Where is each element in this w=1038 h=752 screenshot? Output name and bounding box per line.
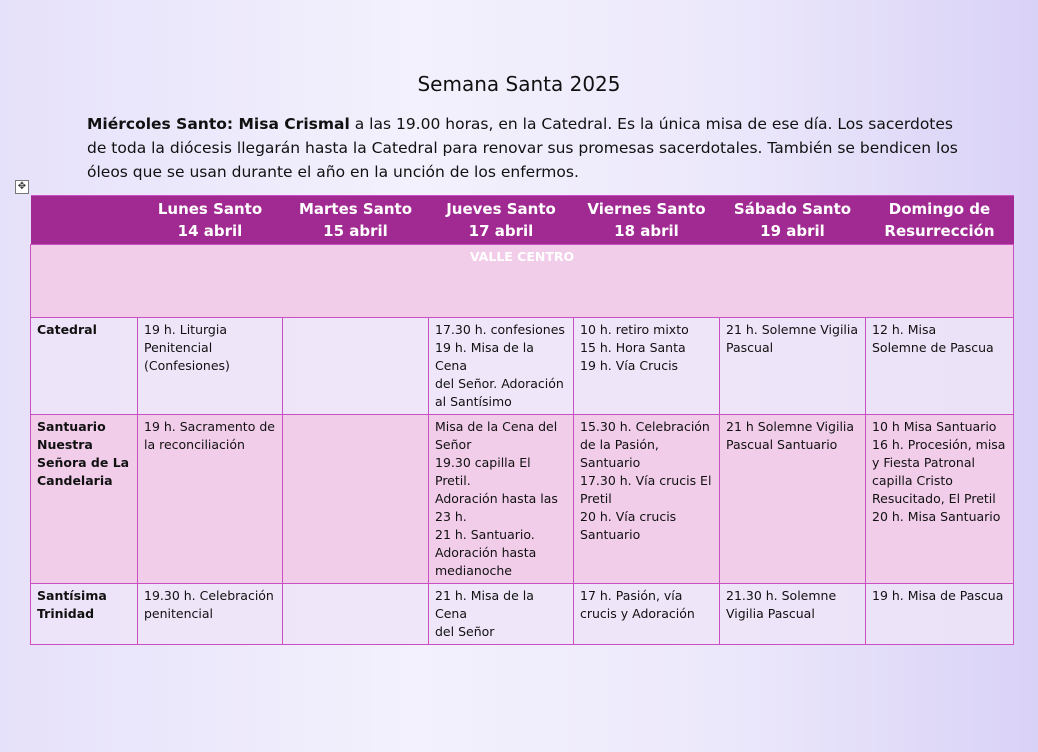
schedule-cell bbox=[283, 318, 429, 415]
schedule-cell bbox=[429, 584, 574, 645]
schedule-cell bbox=[866, 584, 1014, 645]
schedule-entry: Pascual bbox=[726, 340, 774, 355]
schedule-entry: 15 h. Hora Santa bbox=[580, 340, 686, 355]
schedule-entry: 10 h Misa Santuario bbox=[872, 419, 997, 434]
table-row bbox=[31, 318, 1014, 415]
intro-bold-lead: Miércoles Santo: Misa Crismal bbox=[87, 115, 350, 133]
schedule-cell bbox=[866, 415, 1014, 584]
schedule-cell bbox=[283, 584, 429, 645]
place-name: Santísima Trinidad bbox=[31, 584, 138, 645]
schedule-entry: Santuario bbox=[580, 527, 641, 542]
header-cell bbox=[138, 196, 283, 245]
schedule-entry: 16 h. Procesión, misa bbox=[872, 437, 1006, 452]
schedule-entry: 17 h. Pasión, vía bbox=[580, 588, 683, 603]
schedule-entry: 17.30 h. confesiones bbox=[435, 322, 565, 337]
schedule-entry: Señor bbox=[435, 437, 472, 452]
schedule-entry: y Fiesta Patronal bbox=[872, 455, 975, 470]
header-line: 19 abril bbox=[760, 222, 825, 240]
schedule-entry: 19 h. Misa de la Cena bbox=[435, 340, 534, 373]
schedule-cell bbox=[720, 415, 866, 584]
schedule-entry: 15.30 h. Celebración bbox=[580, 419, 710, 434]
schedule-entry: Adoración hasta bbox=[435, 545, 537, 560]
table-row bbox=[31, 415, 1014, 584]
header-cell bbox=[574, 196, 720, 245]
schedule-entry: 17.30 h. Vía crucis El bbox=[580, 473, 712, 488]
schedule-entry: 19 h. Misa de Pascua bbox=[872, 588, 1004, 603]
schedule-entry: medianoche bbox=[435, 563, 512, 578]
schedule-entry: 19 h. Liturgia bbox=[144, 322, 227, 337]
header-cell bbox=[866, 196, 1014, 245]
schedule-cell bbox=[283, 415, 429, 584]
header-cell bbox=[429, 196, 574, 245]
schedule-cell bbox=[866, 318, 1014, 415]
header-line: Sábado Santo bbox=[733, 200, 852, 218]
page-title: Semana Santa 2025 bbox=[417, 72, 621, 96]
schedule-entry: de la Pasión, bbox=[580, 437, 659, 452]
schedule-cell bbox=[138, 415, 283, 584]
schedule-entry: Pretil bbox=[580, 491, 612, 506]
schedule-entry: capilla Cristo bbox=[872, 473, 953, 488]
header-line: Resurrección bbox=[884, 222, 995, 240]
header-line: Lunes Santo bbox=[157, 200, 263, 218]
header-cell bbox=[283, 196, 429, 245]
header-line: Domingo de bbox=[888, 200, 991, 218]
schedule-cell bbox=[138, 584, 283, 645]
schedule-entry: del Señor. Adoración bbox=[435, 376, 564, 391]
header-cell bbox=[720, 196, 866, 245]
region-label: VALLE CENTRO bbox=[31, 245, 1014, 318]
header-line: Viernes Santo bbox=[587, 200, 706, 218]
schedule-entry: Vigilia Pascual bbox=[726, 606, 815, 621]
header-line: 15 abril bbox=[323, 222, 388, 240]
schedule-entry: al Santísimo bbox=[435, 394, 512, 409]
schedule-entry: 20 h. Vía crucis bbox=[580, 509, 677, 524]
schedule-entry: la reconciliación bbox=[144, 437, 245, 452]
schedule-entry: 21.30 h. Solemne bbox=[726, 588, 837, 603]
schedule-cell bbox=[720, 318, 866, 415]
schedule-entry: penitencial bbox=[144, 606, 214, 621]
schedule-entry: Pascual Santuario bbox=[726, 437, 838, 452]
schedule-entry: 19.30 capilla El Pretil. bbox=[435, 455, 531, 488]
schedule-entry: 21 h. Santuario. bbox=[435, 527, 535, 542]
schedule-entry: 19 h. Vía Crucis bbox=[580, 358, 679, 373]
schedule-table bbox=[30, 195, 1014, 645]
schedule-cell bbox=[720, 584, 866, 645]
schedule-cell bbox=[429, 415, 574, 584]
header-line: Martes Santo bbox=[298, 200, 413, 218]
schedule-entry: Adoración hasta las bbox=[435, 491, 558, 506]
schedule-entry: crucis y Adoración bbox=[580, 606, 695, 621]
intro-text: a las 19.00 horas, en la Catedral. Es la única misa de ese día. Los sacerdotes de toda la diócesis llegarán hasta la Catedral para renovar sus promesas sacerdotales. También se bendicen los óleos que se usan durante el año en la unción de los enfermos. bbox=[87, 115, 958, 181]
schedule-cell bbox=[138, 318, 283, 415]
schedule-cell bbox=[429, 318, 574, 415]
intro-paragraph bbox=[87, 112, 967, 184]
schedule-entry: del Señor bbox=[435, 624, 495, 639]
schedule-cell bbox=[574, 415, 720, 584]
schedule-entry: Misa de la Cena del bbox=[435, 419, 558, 434]
header-line: 17 abril bbox=[468, 222, 534, 240]
table-row bbox=[31, 584, 1014, 645]
schedule-entry: Solemne de Pascua bbox=[872, 340, 994, 355]
schedule-entry: 21 h. Solemne Vigilia bbox=[726, 322, 859, 337]
schedule-cell bbox=[574, 318, 720, 415]
header-line: 14 abril bbox=[177, 222, 243, 240]
schedule-entry: 21 h. Misa de la Cena bbox=[435, 588, 534, 621]
schedule-entry: 19.30 h. Celebración bbox=[144, 588, 274, 603]
schedule-entry: 20 h. Misa Santuario bbox=[872, 509, 1001, 524]
schedule-entry: Resucitado, El Pretil bbox=[872, 491, 996, 506]
schedule-entry: (Confesiones) bbox=[144, 358, 230, 373]
table-header-row bbox=[31, 196, 1014, 245]
schedule-entry: 23 h. bbox=[435, 509, 467, 524]
schedule-entry: Santuario bbox=[580, 455, 641, 470]
schedule-cell bbox=[574, 584, 720, 645]
schedule-entry: 19 h. Sacramento de bbox=[144, 419, 275, 434]
schedule-entry: 10 h. retiro mixto bbox=[580, 322, 689, 337]
table-move-handle-icon[interactable]: ✥ bbox=[15, 180, 29, 194]
place-name: Catedral bbox=[31, 318, 138, 415]
schedule-entry: 12 h. Misa bbox=[872, 322, 937, 337]
header-cell bbox=[31, 196, 138, 245]
region-row bbox=[31, 245, 1014, 318]
schedule-entry: 21 h Solemne Vigilia bbox=[726, 419, 855, 434]
place-name: Santuario Nuestra Señora de La Candelaria bbox=[31, 415, 138, 584]
schedule-entry: Penitencial bbox=[144, 340, 213, 355]
header-line: 18 abril bbox=[614, 222, 679, 240]
header-line: Jueves Santo bbox=[446, 200, 556, 218]
